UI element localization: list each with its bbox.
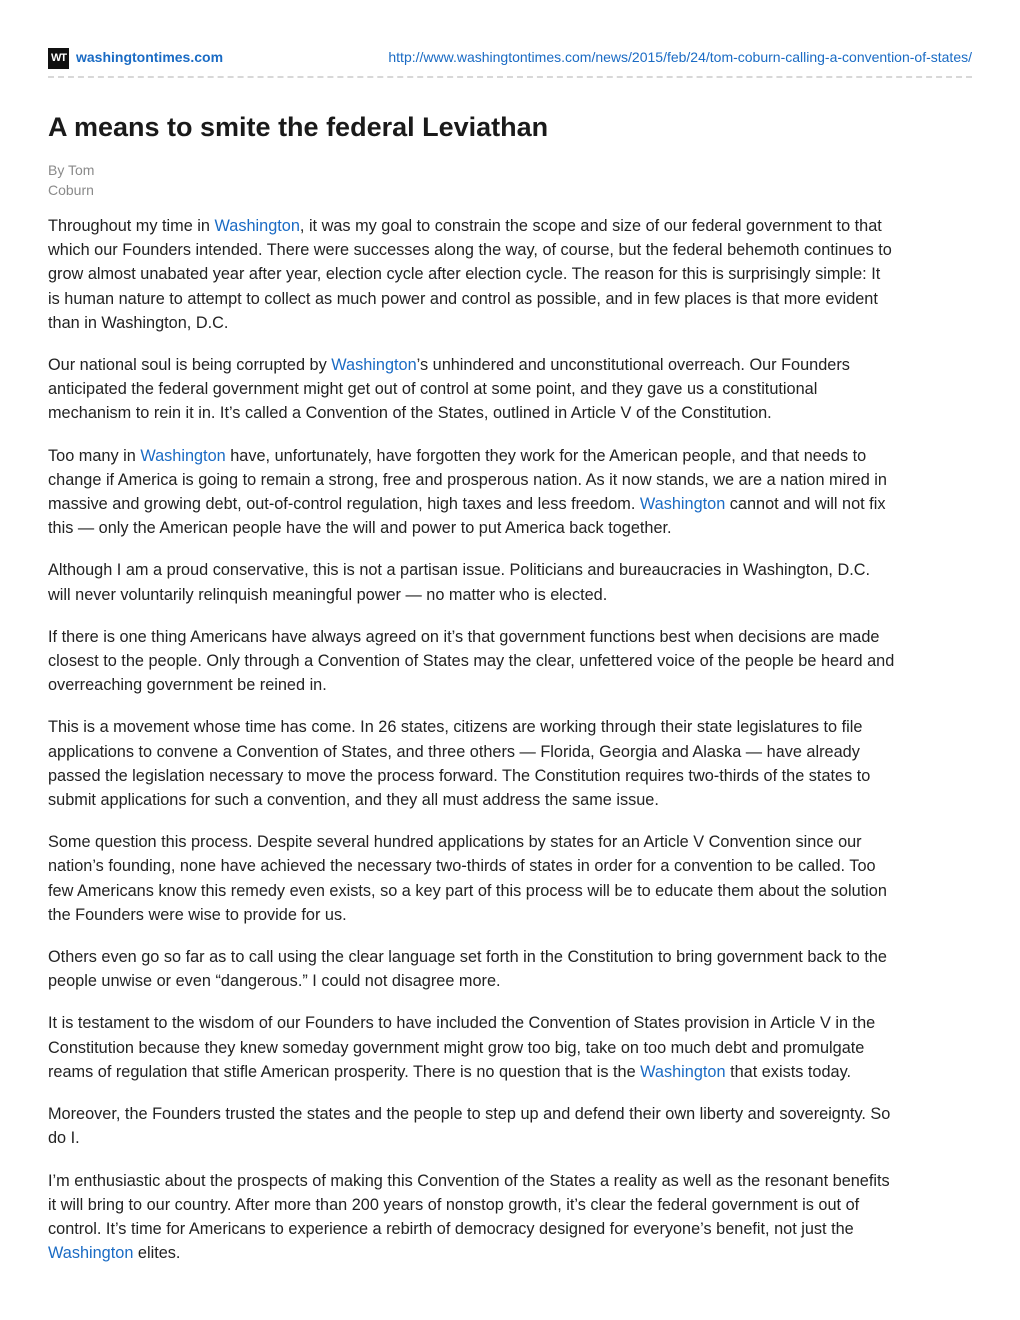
source-url-link[interactable]: http://www.washingtontimes.com/news/2015/feb/24/tom-coburn-calling-a-convention-of-states/: [388, 49, 972, 65]
paragraph: [48, 1011, 972, 1084]
paragraph: [48, 830, 972, 927]
text-line: [48, 1241, 972, 1265]
washington-times-logo-icon[interactable]: WT: [48, 48, 69, 69]
text-run: cannot and will not fix: [725, 495, 886, 514]
washington-topic-link[interactable]: Washington: [640, 1062, 726, 1081]
text-run: Throughout my time in: [48, 217, 215, 235]
text-run: Too many in: [48, 446, 141, 465]
text-line: grow almost unabated year after year, election cycle after election cycle. The reason for this is surprisingly simple: It: [48, 265, 881, 284]
article-page: [48, 0, 972, 1283]
text-line: [48, 1060, 972, 1084]
text-line: control. It’s time for Americans to experience a rebirth of democracy designed for everyone’s benefit, not just the: [48, 1219, 854, 1238]
paragraph: [48, 715, 972, 812]
text-line: [48, 444, 972, 468]
text-line: the Founders were wise to provide for us.: [48, 905, 347, 924]
site-name-link[interactable]: washingtontimes.com: [76, 49, 224, 65]
text-line: anticipated the federal government might get out of control at some point, and they gave us a constitutional: [48, 380, 818, 399]
text-run: Our national soul is being corrupted by: [48, 356, 332, 375]
text-line: This is a movement whose time has come. In 26 states, citizens are working through their state legislatures to file: [48, 718, 863, 737]
page-header: [48, 0, 972, 78]
text-run: massive and growing debt, out-of-control regulation, high taxes and less freedom.: [48, 495, 640, 514]
text-line: [48, 492, 972, 516]
text-run: ’s unhindered and unconstitutional overreach. Our Founders: [416, 356, 850, 375]
text-line: I’m enthusiastic about the prospects of making this Convention of the States a reality as well as the resonant benefits: [48, 1171, 890, 1190]
text-line: Constitution because they knew someday government might grow too big, take on too much debt and promulgate: [48, 1038, 865, 1057]
text-line: nation’s founding, none have achieved the necessary two-thirds of states in order for a convention to be called. Too: [48, 857, 876, 876]
article-body: [48, 214, 972, 1265]
text-line: Moreover, the Founders trusted the states and the people to step up and defend their own liberty and sovereignty. So: [48, 1105, 891, 1124]
text-line: overreaching government be reined in.: [48, 676, 327, 695]
paragraph: [48, 1102, 972, 1150]
text-line: applications to convene a Convention of States, and three others — Florida, Georgia and Alaska — have already: [48, 742, 860, 761]
text-run: elites.: [133, 1244, 181, 1263]
byline-line: By Tom: [48, 162, 95, 178]
text-line: mechanism to rein it in. It’s called a Convention of the States, outlined in Article V of the Constitution.: [48, 404, 772, 423]
paragraph: [48, 558, 972, 606]
text-line: do I.: [48, 1129, 80, 1148]
text-line: [48, 353, 972, 377]
text-line: submit applications for such a convention, and they all must address the same issue.: [48, 791, 659, 810]
washington-topic-link[interactable]: Washington: [48, 1244, 134, 1263]
text-line: passed the legislation necessary to move the process forward. The Constitution requires two-thirds of the states to: [48, 766, 871, 785]
washington-topic-link[interactable]: Washington: [140, 446, 226, 465]
text-line: people unwise or even “dangerous.” I could not disagree more.: [48, 972, 501, 991]
washington-topic-link[interactable]: Washington: [331, 356, 417, 375]
text-line: it will bring to our country. After more than 200 years of nonstop growth, it’s clear the federal government is out of: [48, 1195, 860, 1214]
text-line: It is testament to the wisdom of our Founders to have included the Convention of States provision in Article V in the: [48, 1014, 876, 1033]
text-line: Some question this process. Despite several hundred applications by states for an Article V Convention since our: [48, 833, 862, 852]
text-line: which our Founders intended. There were successes along the way, of course, but the federal behemoth continues to: [48, 241, 892, 260]
washington-topic-link[interactable]: Washington: [214, 217, 300, 235]
byline-line: Coburn: [48, 182, 94, 198]
text-line: If there is one thing Americans have always agreed on it’s that government functions best when decisions are made: [48, 627, 880, 646]
byline: [48, 160, 128, 200]
text-line: this — only the American people have the will and power to put America back together.: [48, 519, 672, 538]
paragraph: [48, 945, 972, 993]
text-run: reams of regulation that stifle American prosperity. There is no question that is the: [48, 1062, 641, 1081]
text-line: is human nature to attempt to collect as much power and control as possible, and in few places is that more evident: [48, 289, 878, 308]
paragraph: [48, 625, 972, 698]
text-line: Although I am a proud conservative, this is not a partisan issue. Politicians and bureaucracies in Washington, D.C.: [48, 561, 871, 580]
text-line: than in Washington, D.C.: [48, 313, 229, 332]
paragraph: [48, 214, 972, 335]
text-line: Others even go so far as to call using the clear language set forth in the Constitution to bring government back to the: [48, 948, 887, 967]
text-line: few Americans know this remedy even exists, so a key part of this process will be to educate them about the solution: [48, 881, 887, 900]
text-line: will never voluntarily relinquish meaningful power — no matter who is elected.: [48, 585, 608, 604]
header-divider: [48, 76, 972, 78]
paragraph: [48, 1169, 972, 1266]
text-line: closest to the people. Only through a Convention of States may the clear, unfettered voice of the people be heard and: [48, 652, 895, 671]
text-run: that exists today.: [725, 1062, 852, 1081]
text-line: [48, 214, 972, 238]
paragraph: [48, 353, 972, 426]
text-line: change if America is going to remain a strong, free and prosperous nation. As it now stands, we are a nation mired in: [48, 470, 887, 489]
text-run: have, unfortunately, have forgotten they work for the American people, and that needs to: [225, 446, 867, 465]
washington-topic-link[interactable]: Washington: [639, 495, 726, 514]
paragraph: [48, 444, 972, 541]
article-title: A means to smite the federal Leviathan: [48, 112, 549, 142]
text-run: , it was my goal to constrain the scope and size of our federal government to that: [299, 217, 882, 235]
